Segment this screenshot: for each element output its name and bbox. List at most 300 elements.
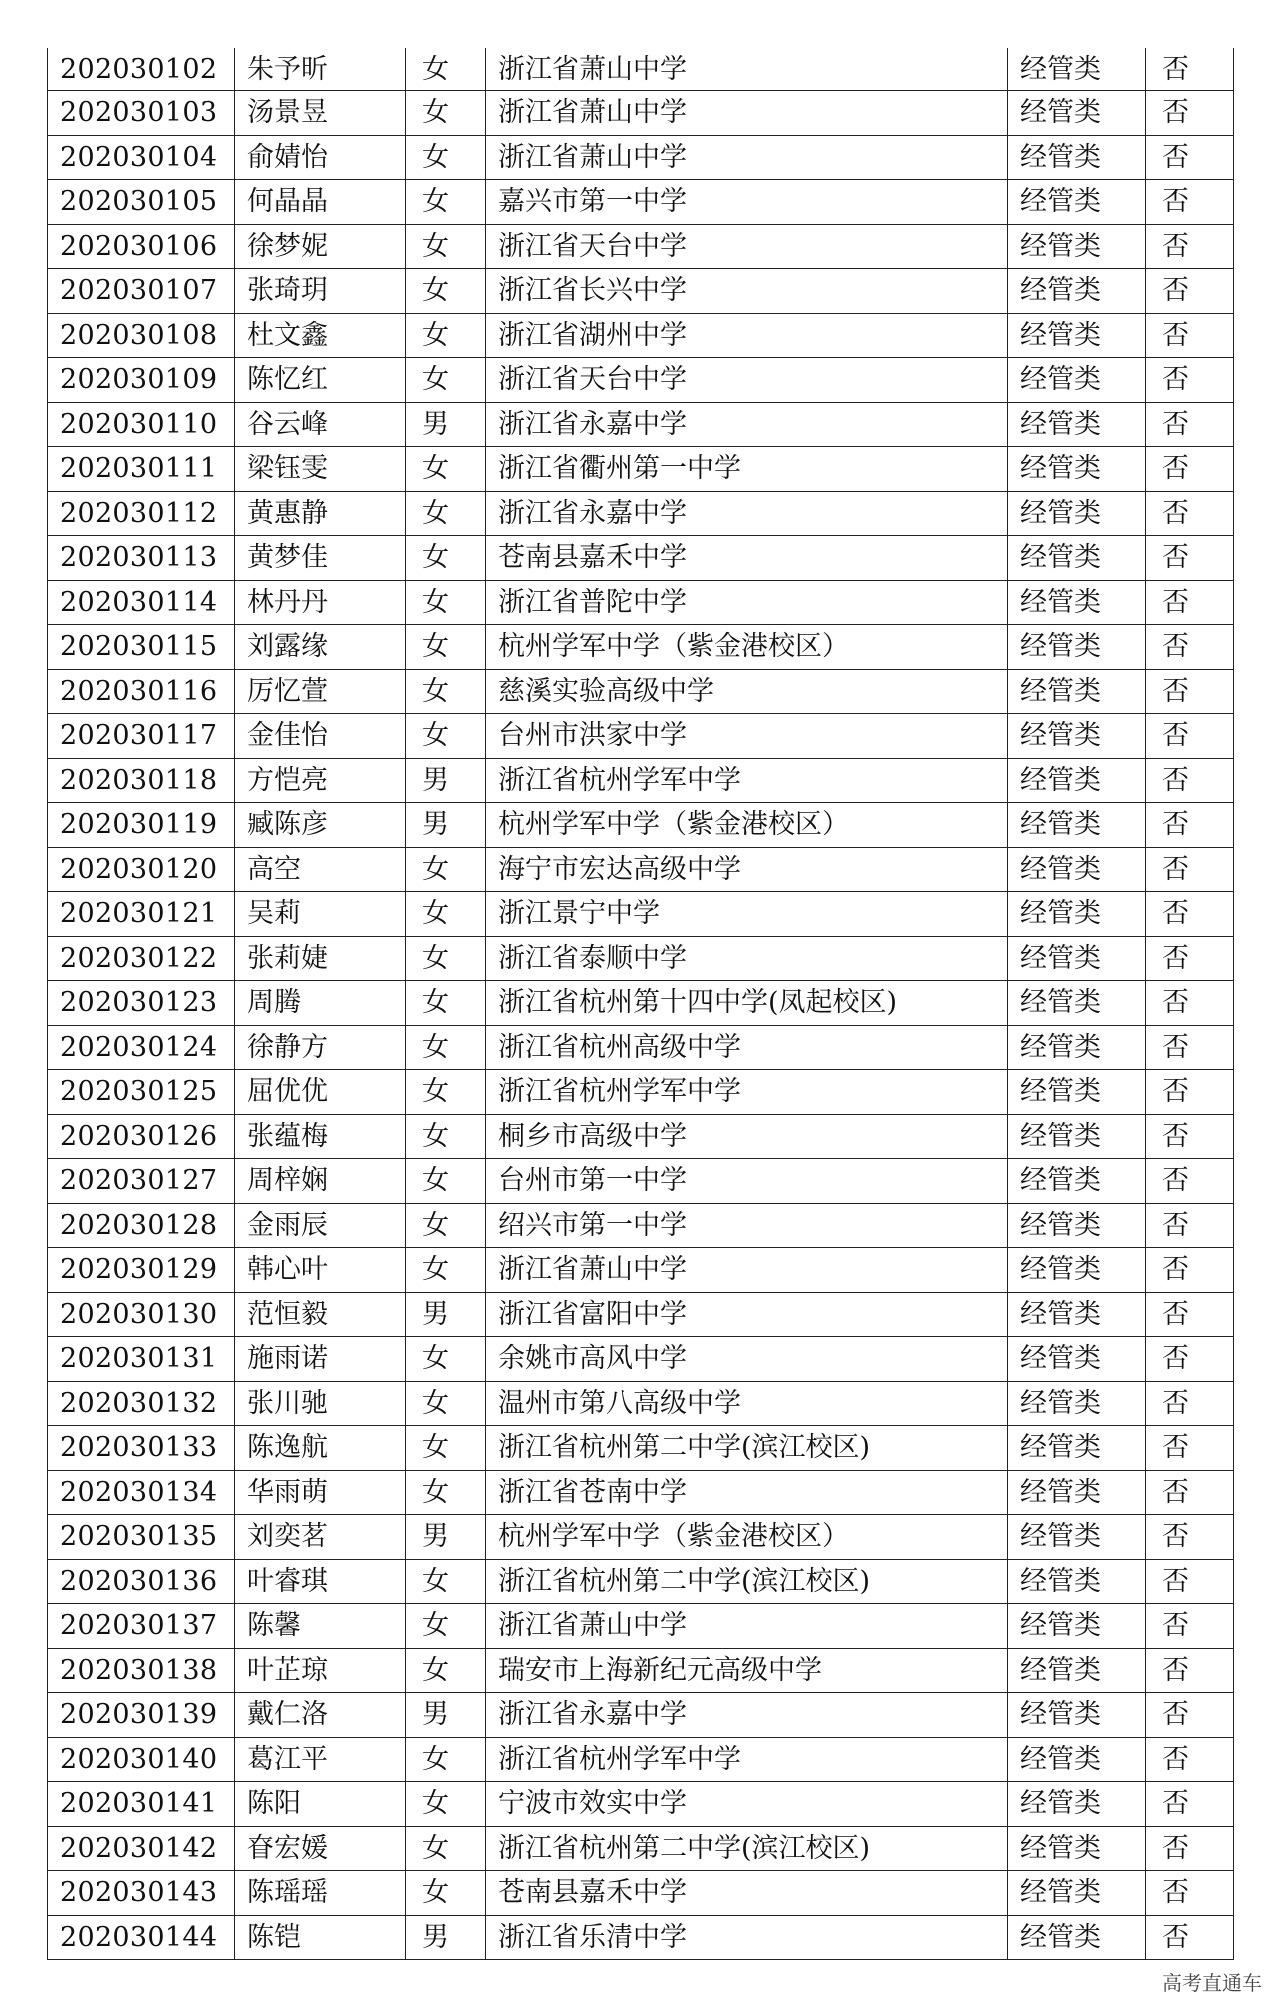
table-row — [48, 936, 1234, 981]
school-cell: 浙江省湖州中学 — [486, 313, 1008, 358]
student-name-cell: 高空 — [235, 847, 406, 892]
category-cell: 经管类 — [1008, 447, 1146, 492]
student-name-cell: 陈瑶瑶 — [235, 1871, 406, 1916]
flag-cell: 否 — [1146, 803, 1234, 848]
flag-cell: 否 — [1146, 1337, 1234, 1382]
gender-cell: 女 — [406, 1159, 486, 1204]
gender-cell: 女 — [406, 135, 486, 180]
school-cell: 浙江省永嘉中学 — [486, 491, 1008, 536]
table-row — [48, 1782, 1234, 1827]
category-cell: 经管类 — [1008, 135, 1146, 180]
student-id-cell: 202030125 — [48, 1070, 235, 1115]
category-cell: 经管类 — [1008, 936, 1146, 981]
flag-cell: 否 — [1146, 1826, 1234, 1871]
student-name-cell: 张琦玥 — [235, 269, 406, 314]
student-id-cell: 202030136 — [48, 1559, 235, 1604]
table-row — [48, 91, 1234, 136]
gender-cell: 女 — [406, 48, 486, 91]
school-cell: 浙江省乐清中学 — [486, 1915, 1008, 1960]
flag-cell: 否 — [1146, 758, 1234, 803]
student-id-cell: 202030113 — [48, 536, 235, 581]
school-cell: 苍南县嘉禾中学 — [486, 1871, 1008, 1916]
student-name-cell: 杜文鑫 — [235, 313, 406, 358]
table-row — [48, 1070, 1234, 1115]
school-cell: 浙江省萧山中学 — [486, 1248, 1008, 1293]
school-cell: 浙江省永嘉中学 — [486, 402, 1008, 447]
student-name-cell: 臧陈彦 — [235, 803, 406, 848]
flag-cell: 否 — [1146, 402, 1234, 447]
table-row — [48, 536, 1234, 581]
flag-cell: 否 — [1146, 224, 1234, 269]
table-row — [48, 1248, 1234, 1293]
student-name-cell: 黄梦佳 — [235, 536, 406, 581]
flag-cell: 否 — [1146, 358, 1234, 403]
category-cell: 经管类 — [1008, 536, 1146, 581]
student-id-cell: 202030124 — [48, 1025, 235, 1070]
table-row — [48, 892, 1234, 937]
gender-cell: 女 — [406, 580, 486, 625]
table-row — [48, 1337, 1234, 1382]
gender-cell: 女 — [406, 224, 486, 269]
student-id-cell: 202030128 — [48, 1203, 235, 1248]
school-cell: 浙江省泰顺中学 — [486, 936, 1008, 981]
school-cell: 浙江省杭州学军中学 — [486, 1737, 1008, 1782]
category-cell: 经管类 — [1008, 714, 1146, 759]
watermark-text: 高考直通车 — [1162, 1971, 1262, 1995]
student-id-cell: 202030112 — [48, 491, 235, 536]
category-cell: 经管类 — [1008, 758, 1146, 803]
school-cell: 浙江省杭州第二中学(滨江校区) — [486, 1559, 1008, 1604]
table-row — [48, 803, 1234, 848]
student-id-cell: 202030116 — [48, 669, 235, 714]
flag-cell: 否 — [1146, 669, 1234, 714]
school-cell: 余姚市高风中学 — [486, 1337, 1008, 1382]
student-name-cell: 吴莉 — [235, 892, 406, 937]
category-cell: 经管类 — [1008, 1515, 1146, 1560]
flag-cell: 否 — [1146, 1426, 1234, 1471]
student-id-cell: 202030107 — [48, 269, 235, 314]
category-cell: 经管类 — [1008, 1648, 1146, 1693]
student-name-cell: 叶芷琼 — [235, 1648, 406, 1693]
category-cell: 经管类 — [1008, 1381, 1146, 1426]
student-id-cell: 202030126 — [48, 1114, 235, 1159]
gender-cell: 女 — [406, 1470, 486, 1515]
category-cell: 经管类 — [1008, 313, 1146, 358]
school-cell: 浙江省杭州高级中学 — [486, 1025, 1008, 1070]
gender-cell: 女 — [406, 847, 486, 892]
student-id-cell: 202030110 — [48, 402, 235, 447]
flag-cell: 否 — [1146, 1604, 1234, 1649]
table-row — [48, 625, 1234, 670]
table-row — [48, 1470, 1234, 1515]
flag-cell: 否 — [1146, 491, 1234, 536]
school-cell: 温州市第八高级中学 — [486, 1381, 1008, 1426]
student-name-cell: 俞婧怡 — [235, 135, 406, 180]
student-id-cell: 202030133 — [48, 1426, 235, 1471]
school-cell: 绍兴市第一中学 — [486, 1203, 1008, 1248]
school-cell: 瑞安市上海新纪元高级中学 — [486, 1648, 1008, 1693]
student-name-cell: 徐静方 — [235, 1025, 406, 1070]
school-cell: 杭州学军中学（紫金港校区） — [486, 625, 1008, 670]
table-row — [48, 48, 1234, 91]
school-cell: 杭州学军中学（紫金港校区） — [486, 803, 1008, 848]
student-name-cell: 陈阳 — [235, 1782, 406, 1827]
student-name-cell: 韩心叶 — [235, 1248, 406, 1293]
student-id-cell: 202030144 — [48, 1915, 235, 1960]
school-cell: 苍南县嘉禾中学 — [486, 536, 1008, 581]
student-name-cell: 金雨辰 — [235, 1203, 406, 1248]
gender-cell: 男 — [406, 402, 486, 447]
school-cell: 浙江省富阳中学 — [486, 1292, 1008, 1337]
category-cell: 经管类 — [1008, 1426, 1146, 1471]
student-id-cell: 202030142 — [48, 1826, 235, 1871]
student-id-cell: 202030109 — [48, 358, 235, 403]
student-id-cell: 202030103 — [48, 91, 235, 136]
table-row — [48, 180, 1234, 225]
flag-cell: 否 — [1146, 1470, 1234, 1515]
student-id-cell: 202030104 — [48, 135, 235, 180]
student-id-cell: 202030137 — [48, 1604, 235, 1649]
student-name-cell: 陈铠 — [235, 1915, 406, 1960]
table-row — [48, 1426, 1234, 1471]
category-cell: 经管类 — [1008, 1248, 1146, 1293]
table-row — [48, 1515, 1234, 1560]
student-name-cell: 施雨诺 — [235, 1337, 406, 1382]
school-cell: 浙江省天台中学 — [486, 358, 1008, 403]
flag-cell: 否 — [1146, 447, 1234, 492]
gender-cell: 男 — [406, 1292, 486, 1337]
student-name-cell: 张蕴梅 — [235, 1114, 406, 1159]
school-cell: 杭州学军中学（紫金港校区） — [486, 1515, 1008, 1560]
roster-body — [48, 48, 1234, 1960]
category-cell: 经管类 — [1008, 1025, 1146, 1070]
category-cell: 经管类 — [1008, 1292, 1146, 1337]
flag-cell: 否 — [1146, 1782, 1234, 1827]
student-id-cell: 202030135 — [48, 1515, 235, 1560]
flag-cell: 否 — [1146, 1159, 1234, 1204]
student-id-cell: 202030139 — [48, 1693, 235, 1738]
table-row — [48, 1826, 1234, 1871]
gender-cell: 女 — [406, 1070, 486, 1115]
gender-cell: 女 — [406, 91, 486, 136]
category-cell: 经管类 — [1008, 402, 1146, 447]
flag-cell: 否 — [1146, 1025, 1234, 1070]
category-cell: 经管类 — [1008, 91, 1146, 136]
gender-cell: 女 — [406, 1737, 486, 1782]
flag-cell: 否 — [1146, 313, 1234, 358]
school-cell: 浙江省萧山中学 — [486, 1604, 1008, 1649]
flag-cell: 否 — [1146, 1515, 1234, 1560]
category-cell: 经管类 — [1008, 1114, 1146, 1159]
table-row — [48, 224, 1234, 269]
table-row — [48, 491, 1234, 536]
flag-cell: 否 — [1146, 981, 1234, 1026]
school-cell: 慈溪实验高级中学 — [486, 669, 1008, 714]
school-cell: 浙江省杭州第二中学(滨江校区) — [486, 1826, 1008, 1871]
student-id-cell: 202030132 — [48, 1381, 235, 1426]
table-row — [48, 1025, 1234, 1070]
school-cell: 浙江省萧山中学 — [486, 91, 1008, 136]
school-cell: 嘉兴市第一中学 — [486, 180, 1008, 225]
student-id-cell: 202030134 — [48, 1470, 235, 1515]
student-id-cell: 202030108 — [48, 313, 235, 358]
gender-cell: 女 — [406, 1114, 486, 1159]
table-row — [48, 313, 1234, 358]
table-row — [48, 1292, 1234, 1337]
student-id-cell: 202030118 — [48, 758, 235, 803]
flag-cell: 否 — [1146, 1737, 1234, 1782]
flag-cell: 否 — [1146, 625, 1234, 670]
category-cell: 经管类 — [1008, 625, 1146, 670]
table-row — [48, 269, 1234, 314]
gender-cell: 女 — [406, 981, 486, 1026]
student-id-cell: 202030131 — [48, 1337, 235, 1382]
student-name-cell: 刘奕茗 — [235, 1515, 406, 1560]
school-cell: 浙江省普陀中学 — [486, 580, 1008, 625]
table-row — [48, 580, 1234, 625]
gender-cell: 女 — [406, 936, 486, 981]
school-cell: 浙江省苍南中学 — [486, 1470, 1008, 1515]
category-cell: 经管类 — [1008, 1159, 1146, 1204]
table-row — [48, 1381, 1234, 1426]
category-cell: 经管类 — [1008, 1915, 1146, 1960]
gender-cell: 女 — [406, 536, 486, 581]
category-cell: 经管类 — [1008, 1203, 1146, 1248]
student-name-cell: 梁钰雯 — [235, 447, 406, 492]
student-id-cell: 202030105 — [48, 180, 235, 225]
flag-cell: 否 — [1146, 91, 1234, 136]
category-cell: 经管类 — [1008, 48, 1146, 91]
category-cell: 经管类 — [1008, 1737, 1146, 1782]
gender-cell: 女 — [406, 180, 486, 225]
student-id-cell: 202030122 — [48, 936, 235, 981]
student-name-cell: 林丹丹 — [235, 580, 406, 625]
student-id-cell: 202030115 — [48, 625, 235, 670]
category-cell: 经管类 — [1008, 1559, 1146, 1604]
student-id-cell: 202030114 — [48, 580, 235, 625]
category-cell: 经管类 — [1008, 1070, 1146, 1115]
category-cell: 经管类 — [1008, 1470, 1146, 1515]
gender-cell: 男 — [406, 1915, 486, 1960]
student-name-cell: 张莉婕 — [235, 936, 406, 981]
gender-cell: 女 — [406, 1826, 486, 1871]
gender-cell: 女 — [406, 1871, 486, 1916]
category-cell: 经管类 — [1008, 269, 1146, 314]
school-cell: 宁波市效实中学 — [486, 1782, 1008, 1827]
student-name-cell: 周梓娴 — [235, 1159, 406, 1204]
table-row — [48, 1114, 1234, 1159]
category-cell: 经管类 — [1008, 358, 1146, 403]
table-row — [48, 847, 1234, 892]
student-name-cell: 陈忆红 — [235, 358, 406, 403]
student-name-cell: 汤景昱 — [235, 91, 406, 136]
student-id-cell: 202030141 — [48, 1782, 235, 1827]
flag-cell: 否 — [1146, 135, 1234, 180]
roster-sheet — [47, 48, 1233, 1960]
gender-cell: 女 — [406, 1248, 486, 1293]
gender-cell: 女 — [406, 1559, 486, 1604]
flag-cell: 否 — [1146, 1248, 1234, 1293]
flag-cell: 否 — [1146, 892, 1234, 937]
student-id-cell: 202030102 — [48, 48, 235, 91]
student-name-cell: 徐梦妮 — [235, 224, 406, 269]
school-cell: 浙江省永嘉中学 — [486, 1693, 1008, 1738]
student-name-cell: 厉忆萱 — [235, 669, 406, 714]
flag-cell: 否 — [1146, 1381, 1234, 1426]
flag-cell: 否 — [1146, 1070, 1234, 1115]
student-name-cell: 方恺亮 — [235, 758, 406, 803]
school-cell: 海宁市宏达高级中学 — [486, 847, 1008, 892]
gender-cell: 男 — [406, 803, 486, 848]
flag-cell: 否 — [1146, 536, 1234, 581]
gender-cell: 女 — [406, 1381, 486, 1426]
table-row — [48, 981, 1234, 1026]
flag-cell: 否 — [1146, 1292, 1234, 1337]
category-cell: 经管类 — [1008, 669, 1146, 714]
gender-cell: 女 — [406, 892, 486, 937]
student-id-cell: 202030143 — [48, 1871, 235, 1916]
flag-cell: 否 — [1146, 936, 1234, 981]
school-cell: 浙江省杭州学军中学 — [486, 1070, 1008, 1115]
flag-cell: 否 — [1146, 847, 1234, 892]
table-row — [48, 1648, 1234, 1693]
table-row — [48, 402, 1234, 447]
table-row — [48, 1915, 1234, 1960]
student-name-cell: 华雨萌 — [235, 1470, 406, 1515]
flag-cell: 否 — [1146, 1693, 1234, 1738]
flag-cell: 否 — [1146, 1915, 1234, 1960]
category-cell: 经管类 — [1008, 1782, 1146, 1827]
category-cell: 经管类 — [1008, 1604, 1146, 1649]
table-row — [48, 1737, 1234, 1782]
school-cell: 浙江省长兴中学 — [486, 269, 1008, 314]
table-row — [48, 714, 1234, 759]
school-cell: 桐乡市高级中学 — [486, 1114, 1008, 1159]
gender-cell: 男 — [406, 1693, 486, 1738]
student-id-cell: 202030120 — [48, 847, 235, 892]
school-cell: 浙江省杭州第二中学(滨江校区) — [486, 1426, 1008, 1471]
category-cell: 经管类 — [1008, 1826, 1146, 1871]
category-cell: 经管类 — [1008, 224, 1146, 269]
student-id-cell: 202030117 — [48, 714, 235, 759]
category-cell: 经管类 — [1008, 1337, 1146, 1382]
student-name-cell: 张川驰 — [235, 1381, 406, 1426]
table-row — [48, 1871, 1234, 1916]
flag-cell: 否 — [1146, 180, 1234, 225]
table-row — [48, 135, 1234, 180]
gender-cell: 女 — [406, 358, 486, 403]
table-row — [48, 1559, 1234, 1604]
gender-cell: 女 — [406, 1604, 486, 1649]
student-name-cell: 范恒毅 — [235, 1292, 406, 1337]
gender-cell: 女 — [406, 1337, 486, 1382]
student-id-cell: 202030129 — [48, 1248, 235, 1293]
student-name-cell: 戴仁洛 — [235, 1693, 406, 1738]
student-id-cell: 202030130 — [48, 1292, 235, 1337]
school-cell: 台州市洪家中学 — [486, 714, 1008, 759]
category-cell: 经管类 — [1008, 580, 1146, 625]
student-name-cell: 陈馨 — [235, 1604, 406, 1649]
student-id-cell: 202030140 — [48, 1737, 235, 1782]
student-id-cell: 202030121 — [48, 892, 235, 937]
student-id-cell: 202030138 — [48, 1648, 235, 1693]
table-row — [48, 758, 1234, 803]
table-row — [48, 1203, 1234, 1248]
category-cell: 经管类 — [1008, 803, 1146, 848]
school-cell: 台州市第一中学 — [486, 1159, 1008, 1204]
student-name-cell: 陈逸航 — [235, 1426, 406, 1471]
gender-cell: 女 — [406, 447, 486, 492]
table-row — [48, 447, 1234, 492]
flag-cell: 否 — [1146, 1114, 1234, 1159]
gender-cell: 男 — [406, 758, 486, 803]
gender-cell: 女 — [406, 1025, 486, 1070]
student-id-cell: 202030111 — [48, 447, 235, 492]
gender-cell: 男 — [406, 1515, 486, 1560]
table-row — [48, 669, 1234, 714]
table-row — [48, 1159, 1234, 1204]
gender-cell: 女 — [406, 313, 486, 358]
student-id-cell: 202030127 — [48, 1159, 235, 1204]
gender-cell: 女 — [406, 1648, 486, 1693]
school-cell: 浙江景宁中学 — [486, 892, 1008, 937]
student-name-cell: 金佳怡 — [235, 714, 406, 759]
student-name-cell: 黄惠静 — [235, 491, 406, 536]
flag-cell: 否 — [1146, 269, 1234, 314]
student-name-cell: 屈优优 — [235, 1070, 406, 1115]
gender-cell: 女 — [406, 1203, 486, 1248]
student-name-cell: 叶睿琪 — [235, 1559, 406, 1604]
student-name-cell: 眘宏媛 — [235, 1826, 406, 1871]
flag-cell: 否 — [1146, 1203, 1234, 1248]
gender-cell: 女 — [406, 669, 486, 714]
category-cell: 经管类 — [1008, 491, 1146, 536]
gender-cell: 女 — [406, 1782, 486, 1827]
flag-cell: 否 — [1146, 1648, 1234, 1693]
flag-cell: 否 — [1146, 714, 1234, 759]
table-row — [48, 1604, 1234, 1649]
flag-cell: 否 — [1146, 580, 1234, 625]
student-name-cell: 朱予昕 — [235, 48, 406, 91]
student-name-cell: 谷云峰 — [235, 402, 406, 447]
gender-cell: 女 — [406, 491, 486, 536]
student-name-cell: 何晶晶 — [235, 180, 406, 225]
category-cell: 经管类 — [1008, 847, 1146, 892]
gender-cell: 女 — [406, 1426, 486, 1471]
school-cell: 浙江省萧山中学 — [486, 48, 1008, 91]
school-cell: 浙江省天台中学 — [486, 224, 1008, 269]
category-cell: 经管类 — [1008, 180, 1146, 225]
student-id-cell: 202030119 — [48, 803, 235, 848]
student-id-cell: 202030106 — [48, 224, 235, 269]
flag-cell: 否 — [1146, 48, 1234, 91]
student-id-cell: 202030123 — [48, 981, 235, 1026]
table-row — [48, 1693, 1234, 1738]
school-cell: 浙江省衢州第一中学 — [486, 447, 1008, 492]
flag-cell: 否 — [1146, 1871, 1234, 1916]
category-cell: 经管类 — [1008, 1693, 1146, 1738]
category-cell: 经管类 — [1008, 1871, 1146, 1916]
school-cell: 浙江省杭州第十四中学(凤起校区) — [486, 981, 1008, 1026]
gender-cell: 女 — [406, 714, 486, 759]
table-row — [48, 358, 1234, 403]
school-cell: 浙江省萧山中学 — [486, 135, 1008, 180]
gender-cell: 女 — [406, 625, 486, 670]
student-name-cell: 刘露缘 — [235, 625, 406, 670]
student-name-cell: 葛江平 — [235, 1737, 406, 1782]
student-name-cell: 周腾 — [235, 981, 406, 1026]
category-cell: 经管类 — [1008, 892, 1146, 937]
